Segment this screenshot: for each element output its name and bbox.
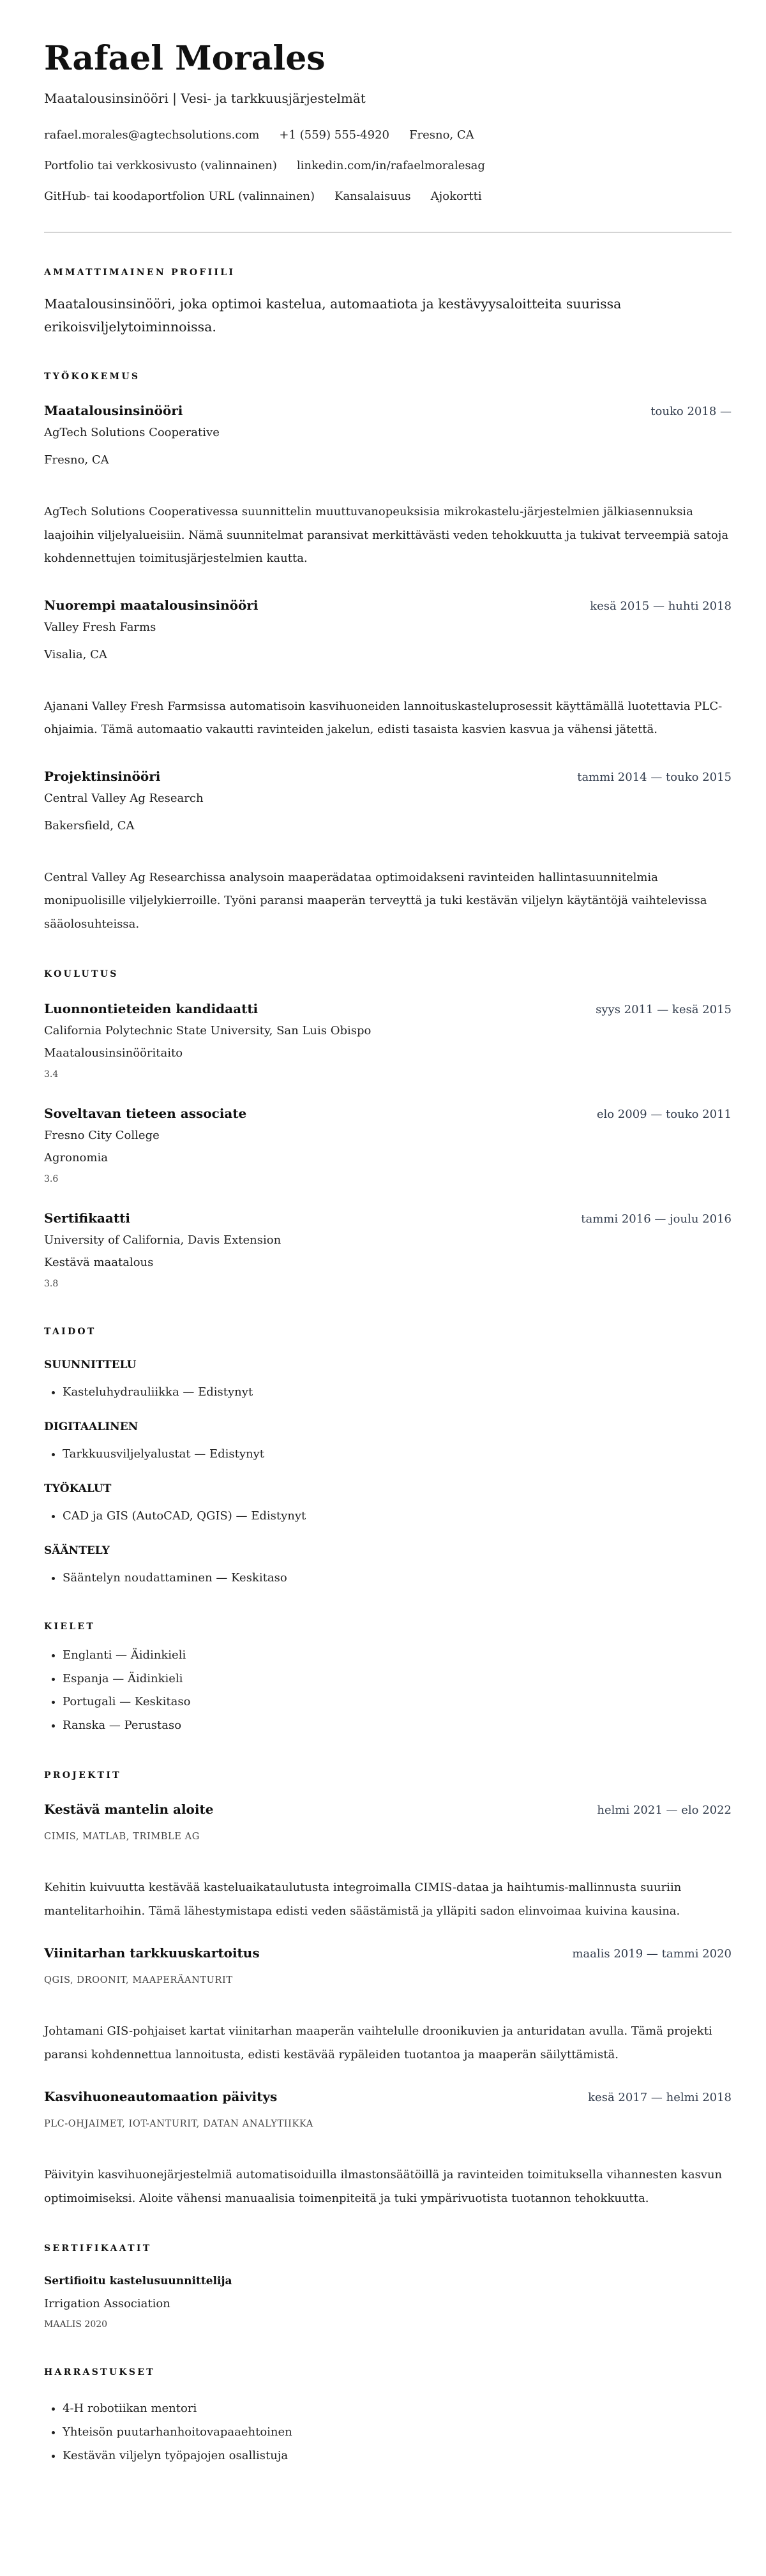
contact-location: Fresno, CA — [409, 128, 474, 142]
skill-item: • Kasteluhydrauliikka — Edistynyt — [63, 1382, 732, 1403]
job-company: Valley Fresh Farms — [44, 620, 156, 634]
contact-portfolio[interactable]: Portfolio tai verkkosivusto (valinnainen) — [44, 159, 277, 172]
contact-linkedin[interactable]: linkedin.com/in/rafaelmoralesag — [296, 159, 485, 172]
job-company: AgTech Solutions Cooperative — [44, 426, 220, 439]
project-technologies: QGIS, DROONIT, MAAPERÄANTURIT — [44, 1975, 233, 1985]
entry-dates: syys 2011 — kesä 2015 — [596, 1003, 732, 1016]
skill-item: • Tarkkuusviljelyalustat — Edistynyt — [63, 1444, 732, 1465]
entry-header — [44, 595, 732, 617]
section-heading-projects: PROJEKTIT — [44, 1770, 121, 1781]
certification-issuer: Irrigation Association — [44, 2297, 170, 2310]
language-item: • Espanja — Äidinkieli — [63, 1668, 732, 1691]
skill-category: SÄÄNTELY — [44, 1544, 110, 1557]
entry-dates: kesä 2015 — huhti 2018 — [590, 599, 732, 613]
job-location: Visalia, CA — [44, 647, 107, 661]
entry-header — [44, 1103, 732, 1125]
entry-header — [44, 766, 732, 788]
project-title: Kasvihuoneautomaation päivitys — [44, 2089, 278, 2104]
language-item: • Portugali — Keskitaso — [63, 1691, 732, 1714]
gpa-value: 3.8 — [44, 1279, 59, 1289]
entry-header — [44, 2086, 732, 2108]
education-entry — [44, 1103, 732, 1189]
skill-category: DIGITAALINEN — [44, 1420, 139, 1433]
contact-line — [44, 126, 732, 145]
job-entry — [44, 766, 732, 937]
entry-dates: kesä 2017 — helmi 2018 — [588, 2091, 732, 2104]
candidate-headline: Maatalousinsinööri | Vesi- ja tarkkuusjärjestelmät — [44, 91, 366, 106]
hobby-item: • Yhteisön puutarhanhoitovapaaehtoinen — [63, 2420, 732, 2444]
degree-title: Sertifikaatti — [44, 1210, 130, 1226]
project-technologies: CIMIS, MATLAB, TRIMBLE AG — [44, 1832, 200, 1842]
gpa-value: 3.6 — [44, 1174, 59, 1184]
education-list — [44, 998, 732, 1293]
languages-list — [44, 1644, 732, 1737]
skill-category: SUUNNITTELU — [44, 1359, 137, 1371]
section-heading-profile: AMMATTIMAINEN PROFIILI — [44, 267, 236, 278]
skill-category: TYÖKALUT — [44, 1482, 112, 1495]
job-description: Ajanani Valley Fresh Farmsissa automatisoin kasvihuoneiden lannoituskasteluprosessit käyttämällä luotettavia PLC-ohjaimia. Tämä automaatio vakautti ravinteiden jakelun, edisti tasaista kasvien kasvua ja vähensi jätettä. — [44, 699, 723, 736]
section-heading-hobbies: HARRASTUKSET — [44, 2367, 155, 2377]
entry-dates: tammi 2016 — joulu 2016 — [581, 1212, 732, 1226]
skill-item: • CAD ja GIS (AutoCAD, QGIS) — Edistynyt — [63, 1506, 732, 1526]
entry-dates: elo 2009 — touko 2011 — [596, 1108, 732, 1121]
project-technologies: PLC-OHJAIMET, IOT-ANTURIT, DATAN ANALYTIIKKA — [44, 2119, 313, 2129]
project-entry — [44, 1943, 732, 2067]
contact-phone[interactable]: +1 (559) 555-4920 — [279, 128, 389, 142]
hobby-item: • 4-H robotiikan mentori — [63, 2397, 732, 2420]
project-title: Viinitarhan tarkkuuskartoitus — [44, 1945, 260, 1961]
section-heading-certifications: SERTIFIKAATIT — [44, 2243, 152, 2254]
field-of-study: Agronomia — [44, 1151, 108, 1164]
job-company: Central Valley Ag Research — [44, 791, 204, 805]
experience-list — [44, 400, 732, 936]
degree-title: Soveltavan tieteen associate — [44, 1106, 247, 1121]
header-divider — [44, 232, 732, 233]
candidate-name: Rafael Morales — [44, 39, 326, 78]
entry-header — [44, 400, 732, 422]
project-description: Johtamani GIS-pohjaiset kartat viinitarhan maaperän vaihtelulle droonikuvien ja anturidatan avulla. Tämä projekti paransi kohdennettua lannoitusta, edisti kestävää rypäleiden tuotantoa ja maaperän säilyttämistä. — [44, 2024, 712, 2061]
school-name: University of California, Davis Extension — [44, 1233, 282, 1247]
education-entry — [44, 1208, 732, 1293]
contact-citizenship: Kansalaisuus — [334, 190, 411, 203]
certifications-list — [44, 2271, 732, 2334]
contact-github[interactable]: GitHub- tai koodaportfolion URL (valinnainen) — [44, 190, 315, 203]
contact-line — [44, 187, 732, 206]
entry-header — [44, 998, 732, 1020]
language-item: • Englanti — Äidinkieli — [63, 1644, 732, 1668]
job-location: Fresno, CA — [44, 453, 109, 467]
job-entry — [44, 400, 732, 571]
job-title: Projektinsinööri — [44, 768, 161, 784]
education-entry — [44, 998, 732, 1084]
job-description: AgTech Solutions Cooperativessa suunnittelin muuttuvanopeuksisia mikrokastelu-järjestelmien jälkiasennuksia laajoihin viljelyalueisiin. Nämä suunnitelmat paransivat merkittävästi veden tehokkuutta ja tukivat terveempiä satoja kohdennettujen toimitusjärjestelmien kautta. — [44, 505, 729, 565]
project-entry — [44, 2086, 732, 2210]
entry-dates: maalis 2019 — tammi 2020 — [572, 1947, 732, 1961]
section-heading-languages: KIELET — [44, 1622, 96, 1632]
certification-date: MAALIS 2020 — [44, 2319, 108, 2330]
skills-list — [44, 1355, 732, 1588]
profile-summary: Maatalousinsinööri, joka optimoi kastelua, automaatiota ja kestävyysaloitteita suurissa erikoisviljelytoiminnoissa. — [44, 296, 622, 335]
skill-items — [44, 1444, 732, 1465]
entry-dates: tammi 2014 — touko 2015 — [577, 770, 732, 784]
job-title: Maatalousinsinööri — [44, 403, 183, 418]
entry-header — [44, 1799, 732, 1821]
project-title: Kestävä mantelin aloite — [44, 1802, 214, 1817]
hobby-item: • Kestävän viljelyn työpajojen osallistuja — [63, 2444, 732, 2467]
entry-dates: touko 2018 — — [650, 405, 732, 418]
job-location: Bakersfield, CA — [44, 818, 135, 832]
language-item: • Ranska — Perustaso — [63, 1714, 732, 1738]
projects-list — [44, 1799, 732, 2210]
school-name: Fresno City College — [44, 1129, 160, 1142]
certification-title: Sertifioitu kastelusuunnittelija — [44, 2275, 232, 2287]
degree-title: Luonnontieteiden kandidaatti — [44, 1001, 259, 1016]
field-of-study: Maatalousinsinööritaito — [44, 1046, 183, 1060]
hobbies-list — [44, 2397, 732, 2467]
skill-items — [44, 1382, 732, 1403]
certification-entry — [44, 2271, 732, 2334]
skill-items — [44, 1568, 732, 1588]
section-heading-experience: TYÖKOKEMUS — [44, 372, 140, 382]
project-entry — [44, 1799, 732, 1923]
project-description: Kehitin kuivuutta kestävää kasteluaikataulutusta integroimalla CIMIS-dataa ja haihtumis-mallinnusta suuriin mantelitarhoihin. Tämä lähestymistapa edisti veden säästämistä ja ylläpiti sadon elinvoimaa kuivina kausina. — [44, 1881, 682, 1918]
section-heading-education: KOULUTUS — [44, 969, 119, 979]
entry-header — [44, 1943, 732, 1964]
skill-item: • Sääntelyn noudattaminen — Keskitaso — [63, 1568, 732, 1588]
job-title: Nuorempi maatalousinsinööri — [44, 597, 259, 613]
entry-header — [44, 1208, 732, 1230]
contact-email[interactable]: rafael.morales@agtechsolutions.com — [44, 128, 260, 142]
job-description: Central Valley Ag Researchissa analysoin maaperädataa optimoidakseni ravinteiden hallintasuunnitelmia monipuolisille viljelykierroille. Työni paransi maaperän terveyttä ja tuki kestävän viljelyn käytäntöjä vaihtelevissa sääolosuhteissa. — [44, 870, 707, 931]
entry-dates: helmi 2021 — elo 2022 — [597, 1804, 732, 1817]
gpa-value: 3.4 — [44, 1069, 59, 1080]
school-name: California Polytechnic State University, San Luis Obispo — [44, 1024, 372, 1037]
skill-items — [44, 1506, 732, 1526]
job-entry — [44, 595, 732, 742]
contact-drivers-license: Ajokortti — [430, 190, 482, 203]
contact-line — [44, 156, 732, 176]
field-of-study: Kestävä maatalous — [44, 1256, 154, 1269]
project-description: Päivityin kasvihuonejärjestelmiä automatisoiduilla ilmastonsäätöillä ja ravinteiden toimituksella vihannesten kasvun optimoimiseksi. Aloite vähensi manuaalisia toimenpiteitä ja tuki ympärivuotista tuotannon tehokkuutta. — [44, 2168, 723, 2205]
section-heading-skills: TAIDOT — [44, 1327, 96, 1337]
